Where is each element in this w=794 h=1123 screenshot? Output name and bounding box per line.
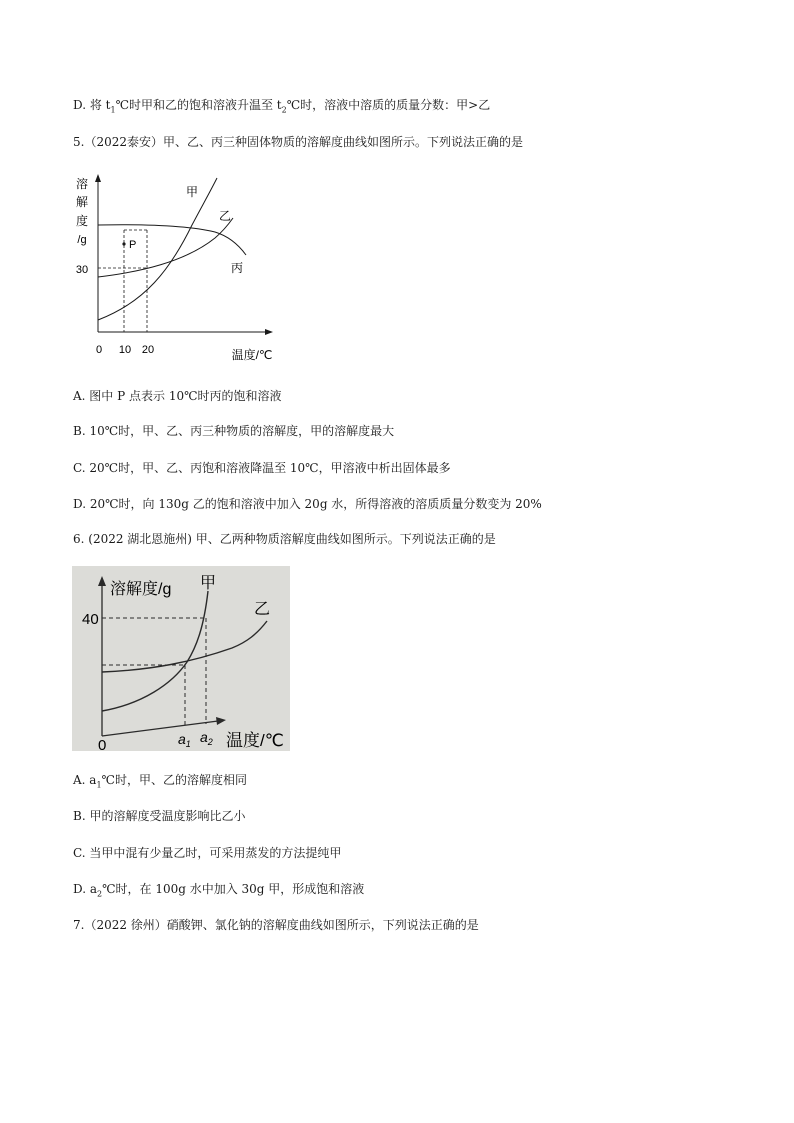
q5-x-arrow bbox=[265, 329, 273, 335]
q6-label-yi: 乙 bbox=[254, 601, 271, 618]
q6-d-text-1: D. a bbox=[73, 882, 97, 896]
q4-d-sub-2: 2 bbox=[281, 105, 287, 115]
q6-ytick-40: 40 bbox=[82, 611, 99, 628]
q5-stem: 5.（2022泰安）甲、乙、丙三种固体物质的溶解度曲线如图所示。下列说法正确的是 bbox=[73, 135, 523, 149]
q6-option-a bbox=[73, 772, 247, 793]
q5-ytick-30: 30 bbox=[75, 264, 89, 276]
q4-d-text-2: ℃时甲和乙的饱和溶液升温至 t bbox=[115, 98, 282, 112]
q5-point-p bbox=[122, 242, 125, 245]
q5-xtick-20: 20 bbox=[141, 344, 155, 356]
q5-ylabel-1: 溶 bbox=[75, 177, 89, 191]
q6-option-b: B. 甲的溶解度受温度影响比乙小 bbox=[73, 809, 246, 823]
q6-a-text-1: A. a bbox=[73, 773, 97, 787]
q5-option-a: A. 图中 P 点表示 10℃时丙的饱和溶液 bbox=[73, 389, 282, 403]
q5-option-c: C. 20℃时，甲、乙、丙饱和溶液降温至 10℃，甲溶液中析出固体最多 bbox=[73, 461, 451, 475]
q4-d-sub-1: 1 bbox=[110, 105, 116, 115]
q5-label-yi: 乙 bbox=[219, 209, 232, 223]
q5-label-bing: 丙 bbox=[231, 261, 244, 275]
q5-ylabel-2: 解 bbox=[75, 195, 89, 209]
q4-option-d bbox=[73, 97, 490, 118]
q6-d-sub: 2 bbox=[96, 889, 103, 899]
q6-label-jia: 甲 bbox=[200, 575, 217, 592]
q4-d-text-3: ℃时，溶液中溶质的质量分数：甲>乙 bbox=[286, 98, 491, 112]
q6-stem: 6. (2022 湖北恩施州) 甲、乙两种物质溶解度曲线如图所示。下列说法正确的是 bbox=[73, 532, 496, 546]
q5-xlabel: 温度/℃ bbox=[231, 348, 273, 362]
q6-solubility-chart bbox=[72, 566, 290, 751]
q4-d-text-1: D. 将 t bbox=[73, 98, 111, 112]
q6-origin: 0 bbox=[98, 737, 107, 751]
q6-a-text-2: ℃时，甲、乙的溶解度相同 bbox=[101, 773, 247, 787]
q6-ylabel: 溶解度/g bbox=[110, 581, 172, 598]
q5-point-p-label: P bbox=[129, 239, 137, 251]
q6-option-c: C. 当甲中混有少量乙时，可采用蒸发的方法提纯甲 bbox=[73, 846, 342, 860]
q6-option-d bbox=[73, 881, 364, 902]
q6-a-sub: 1 bbox=[96, 780, 102, 790]
q6-xtick-a2: $a_2$ bbox=[200, 729, 213, 747]
q7-stem: 7.（2022 徐州）硝酸钾、氯化钠的溶解度曲线如图所示，下列说法正确的是 bbox=[73, 918, 479, 932]
q5-solubility-chart bbox=[70, 170, 290, 370]
q5-xtick-0: 0 bbox=[95, 344, 103, 356]
q6-xlabel: 温度/℃ bbox=[226, 731, 284, 750]
q5-option-d: D. 20℃时，向 130g 乙的饱和溶液中加入 20g 水，所得溶液的溶质质量分数变为 20% bbox=[73, 497, 542, 511]
q5-label-jia: 甲 bbox=[186, 185, 199, 199]
q5-xtick-10: 10 bbox=[118, 344, 132, 356]
q6-photo-bg bbox=[72, 566, 290, 751]
q6-xtick-a1: $a_1$ bbox=[178, 731, 191, 749]
q5-option-b: B. 10℃时，甲、乙、丙三种物质的溶解度，甲的溶解度最大 bbox=[73, 424, 395, 438]
q6-d-text-2: ℃时，在 100g 水中加入 30g 甲，形成饱和溶液 bbox=[102, 882, 365, 896]
q5-ylabel-4: /g bbox=[77, 234, 87, 246]
q5-y-arrow bbox=[95, 174, 101, 182]
q5-ylabel-3: 度 bbox=[75, 214, 89, 228]
